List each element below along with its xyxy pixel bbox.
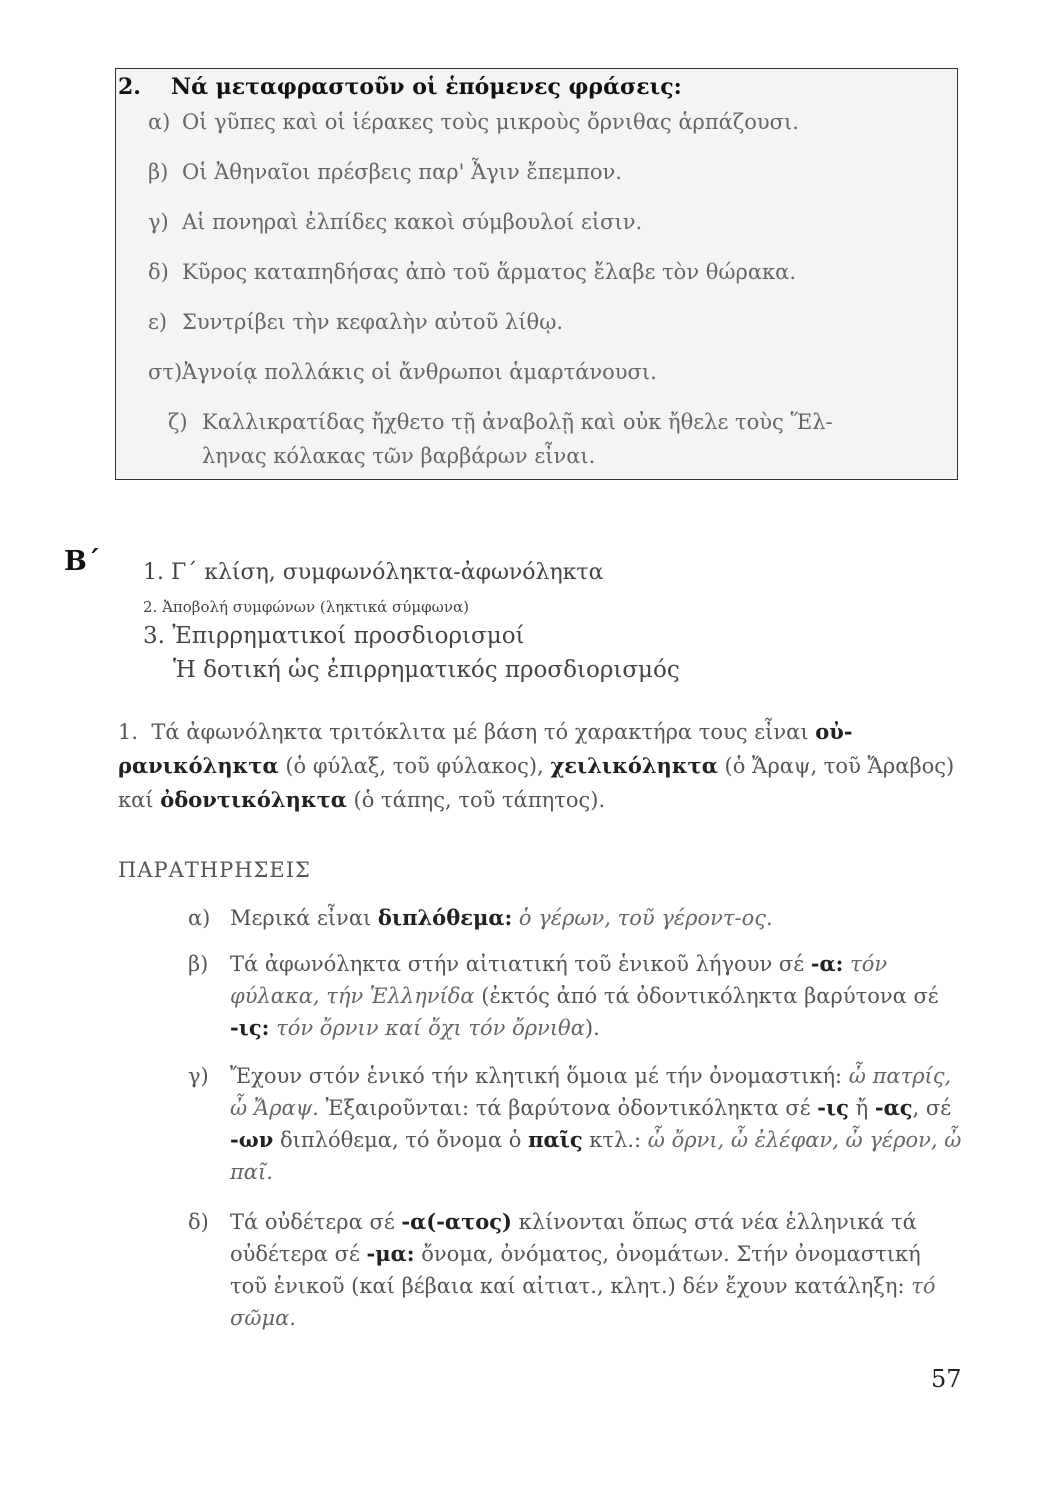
exercise-item: δ) Κῦρος καταπηδήσας ἀπὸ τοῦ ἅρματος ἔλαβε τὸν θώρακα.: [148, 260, 797, 284]
exercise-heading: [118, 74, 682, 100]
exercise-instruction: Νά μεταφραστοῦν οἱ ἑπόμενες φράσεις:: [170, 74, 682, 100]
section-letter: Β΄: [64, 546, 101, 577]
observation-b: β) Τά ἀφωνόληκτα στήν αἰτιατική τοῦ ἑνικοῦ λήγουν σέ -α: τόν φύλακα, τήν Ἑλληνίδα (ἐκτός ἀπό τά ὀδοντικόληκτα βαρύτονα σέ -ις: τόν ὄρνιν καί ὄχι τόν ὄρνιθα).: [188, 951, 939, 1040]
exercise-item: γ) Αἱ πονηραὶ ἐλπίδες κακοὶ σύμβουλοί εἰσιν.: [148, 210, 643, 234]
observation-a: α) Μερικά εἶναι διπλόθεμα: ὁ γέρων, τοῦ γέροντ-ος.: [188, 905, 773, 930]
observation-c: γ) Ἔχουν στόν ἑνικό τήν κλητική ὅμοια μέ τήν ὀνομαστική: ὦ πατρίς, ὦ Ἄραψ. Ἐξαιροῦνται: τά βαρύτονα ὀδοντικόληκτα σέ -ις ἤ -ας, σέ -ων διπλόθεμα, τό ὄνομα ὁ παῖς κτλ.: ὦ ὄρνι, ὦ ἐλέφαν, ὦ γέρον, ὦ παῖ.: [188, 1064, 962, 1184]
section-topic: 2. Ἀποβολή συμφώνων (ληκτικά σύμφωνα): [143, 598, 469, 616]
exercise-item: α) Οἱ γῦπες καὶ οἱ ἱέρακες τοὺς μικροὺς ὄρνιθας ἁρπάζουσι.: [148, 110, 799, 134]
paragraph-consonant-stems: 1. Τά ἀφωνόληκτα τριτόκλιτα μέ βάση τό χαρακτήρα τους εἶναι οὐ-ρανικόληκτα (ὁ φύλαξ, τοῦ φύλακος), χειλικόληκτα (ὁ Ἄραψ, τοῦ Ἄραβος) καί ὀδοντικόληκτα (ὁ τάπης, τοῦ τάπητος).: [118, 719, 955, 812]
page-number: 57: [931, 1365, 962, 1393]
exercise-item-continuation: ληνας κόλακας τῶν βαρβάρων εἶναι.: [202, 444, 596, 468]
exercise-number: 2.: [118, 74, 141, 100]
exercise-item: β) Οἱ Ἀθηναῖοι πρέσβεις παρ' Ἆγιν ἔπεμπον.: [148, 160, 622, 184]
exercise-item: στ)Ἀγνοίᾳ πολλάκις οἱ ἄνθρωποι ἁμαρτάνουσι.: [148, 360, 657, 384]
section-topic: 1. Γ΄ κλίση, συμφωνόληκτα-ἀφωνόληκτα: [143, 560, 604, 585]
exercise-item: ζ) Καλλικρατίδας ἤχθετο τῇ ἀναβολῇ καὶ οὐκ ἤθελε τοὺς Ἕλ-: [168, 410, 833, 434]
section-topic: Ἡ δοτική ὡς ἐπιρρηματικός προσδιορισμός: [173, 657, 680, 683]
observations-title: ΠΑΡΑΤΗΡΗΣΕΙΣ: [118, 858, 311, 882]
observation-d: δ) Τά οὐδέτερα σέ -α(-ατος) κλίνονται ὅπως στά νέα ἑλληνικά τά οὐδέτερα σέ -μα: ὄνομα, ὀνόματος, ὀνομάτων. Στήν ὀνομαστική τοῦ ἑνικοῦ (καί βέβαια καί αἰτιατ., κλητ.) δέν ἔχουν κατάληξη: τό σῶμα.: [188, 1209, 936, 1330]
section-topic: 3. Ἐπιρρηματικοί προσδιορισμοί: [143, 623, 525, 649]
exercise-item: ε) Συντρίβει τὴν κεφαλὴν αὐτοῦ λίθῳ.: [148, 310, 564, 334]
